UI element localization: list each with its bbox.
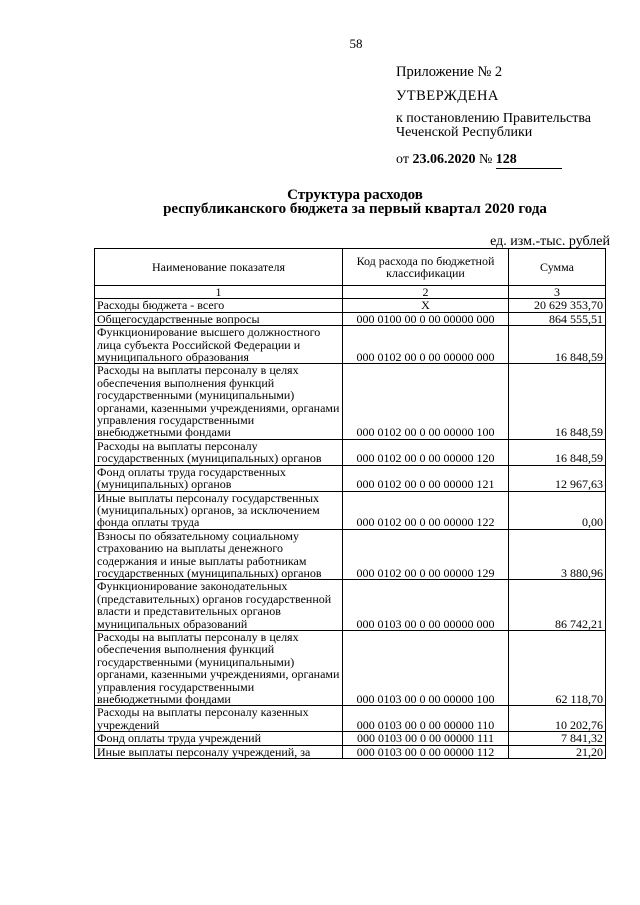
row-sum-cell: 3 880,96 bbox=[509, 529, 606, 580]
column-number: 3 bbox=[509, 286, 606, 299]
row-name-cell: Иные выплаты персоналу государственных (муниципальных) органов, за исключением фонда оплаты труда bbox=[95, 491, 343, 529]
row-code-cell: 000 0102 00 0 00 00000 129 bbox=[343, 529, 509, 580]
table-row bbox=[95, 465, 606, 491]
column-number-row bbox=[95, 286, 606, 299]
row-name-cell: Иные выплаты персоналу учреждений, за bbox=[95, 745, 343, 758]
row-sum-cell: 864 555,51 bbox=[509, 312, 606, 325]
row-code-cell: 000 0102 00 0 00 00000 120 bbox=[343, 439, 509, 465]
row-sum-cell: 16 848,59 bbox=[509, 439, 606, 465]
decree-line-2: Чеченской Республики bbox=[396, 125, 533, 140]
row-name-cell: Взносы по обязательному социальному страхованию на выплаты денежного содержания и иные выплаты работникам государственных (муниципальных) органов bbox=[95, 529, 343, 580]
row-sum-cell: 16 848,59 bbox=[509, 326, 606, 364]
row-code-cell: 000 0103 00 0 00 00000 000 bbox=[343, 580, 509, 631]
row-sum-cell: 20 629 353,70 bbox=[509, 299, 606, 312]
table-row bbox=[95, 491, 606, 529]
row-sum-cell: 62 118,70 bbox=[509, 630, 606, 705]
number-prefix: № bbox=[478, 152, 493, 167]
table-row bbox=[95, 630, 606, 705]
table-row bbox=[95, 529, 606, 580]
units-label: ед. изм.-тыс. рублей bbox=[490, 234, 610, 249]
page-number: 58 bbox=[349, 36, 363, 51]
title-line-1: Структура расходов bbox=[287, 187, 423, 203]
row-sum-cell: 16 848,59 bbox=[509, 364, 606, 439]
row-name-cell: Функционирование законодательных (представительных) органов государственной власти и представительных органов муниципальных образований bbox=[95, 580, 343, 631]
table-row bbox=[95, 745, 606, 758]
row-name-cell: Функционирование высшего должностного лица субъекта Российской Федерации и муниципального образования bbox=[95, 326, 343, 364]
table-row bbox=[95, 439, 606, 465]
row-code-cell: X bbox=[343, 299, 509, 312]
column-number: 1 bbox=[95, 286, 343, 299]
row-code-cell: 000 0103 00 0 00 00000 110 bbox=[343, 706, 509, 732]
row-code-cell: 000 0102 00 0 00 00000 000 bbox=[343, 326, 509, 364]
row-name-cell: Расходы на выплаты персоналу казенных учреждений bbox=[95, 706, 343, 732]
row-name-cell: Расходы на выплаты персоналу государственных (муниципальных) органов bbox=[95, 439, 343, 465]
table-row bbox=[95, 706, 606, 732]
appendix-block bbox=[396, 64, 591, 169]
row-name-cell: Общегосударственные вопросы bbox=[95, 312, 343, 325]
row-code-cell: 000 0103 00 0 00 00000 111 bbox=[343, 732, 509, 745]
table-row bbox=[95, 312, 606, 325]
header-name: Наименование показателя bbox=[95, 249, 343, 286]
row-sum-cell: 12 967,63 bbox=[509, 465, 606, 491]
table-row bbox=[95, 364, 606, 439]
row-code-cell: 000 0102 00 0 00 00000 100 bbox=[343, 364, 509, 439]
row-sum-cell: 10 202,76 bbox=[509, 706, 606, 732]
table-body bbox=[95, 299, 606, 759]
decree-date-line bbox=[396, 152, 591, 169]
document-title bbox=[140, 188, 570, 216]
table-row bbox=[95, 580, 606, 631]
appendix-title: Приложение № 2 bbox=[396, 64, 503, 80]
row-code-cell: 000 0102 00 0 00 00000 121 bbox=[343, 465, 509, 491]
expenditure-table bbox=[94, 248, 606, 759]
row-name-cell: Расходы бюджета - всего bbox=[95, 299, 343, 312]
date-prefix: от bbox=[396, 152, 409, 167]
column-number: 2 bbox=[343, 286, 509, 299]
table-header-row bbox=[95, 249, 606, 286]
row-sum-cell: 7 841,32 bbox=[509, 732, 606, 745]
row-name-cell: Фонд оплаты труда государственных (муниципальных) органов bbox=[95, 465, 343, 491]
table-row bbox=[95, 732, 606, 745]
row-code-cell: 000 0103 00 0 00 00000 100 bbox=[343, 630, 509, 705]
table-row bbox=[95, 326, 606, 364]
row-code-cell: 000 0102 00 0 00 00000 122 bbox=[343, 491, 509, 529]
row-sum-cell: 0,00 bbox=[509, 491, 606, 529]
header-sum: Сумма bbox=[509, 249, 606, 286]
row-name-cell: Фонд оплаты труда учреждений bbox=[95, 732, 343, 745]
table-row bbox=[95, 299, 606, 312]
row-code-cell: 000 0103 00 0 00 00000 112 bbox=[343, 745, 509, 758]
decree-line-1: к постановлению Правительства bbox=[396, 111, 592, 126]
row-sum-cell: 21,20 bbox=[509, 745, 606, 758]
row-sum-cell: 86 742,21 bbox=[509, 580, 606, 631]
header-code: Код расхода по бюджетной классификации bbox=[343, 249, 509, 286]
row-name-cell: Расходы на выплаты персоналу в целях обеспечения выполнения функций государственными (муниципальными) органами, казенными учреждениями, органами управления государственными внебюджетными фондами bbox=[95, 364, 343, 439]
approved-label: УТВЕРЖДЕНА bbox=[396, 88, 499, 104]
title-line-2: республиканского бюджета за первый квартал 2020 года bbox=[163, 201, 547, 217]
decree-date: 23.06.2020 bbox=[412, 152, 476, 167]
row-code-cell: 000 0100 00 0 00 00000 000 bbox=[343, 312, 509, 325]
row-name-cell: Расходы на выплаты персоналу в целях обеспечения выполнения функций государственными (муниципальными) органами, казенными учреждениями, органами управления государственными внебюджетными фондами bbox=[95, 630, 343, 705]
decree-number: 128 bbox=[496, 152, 562, 169]
